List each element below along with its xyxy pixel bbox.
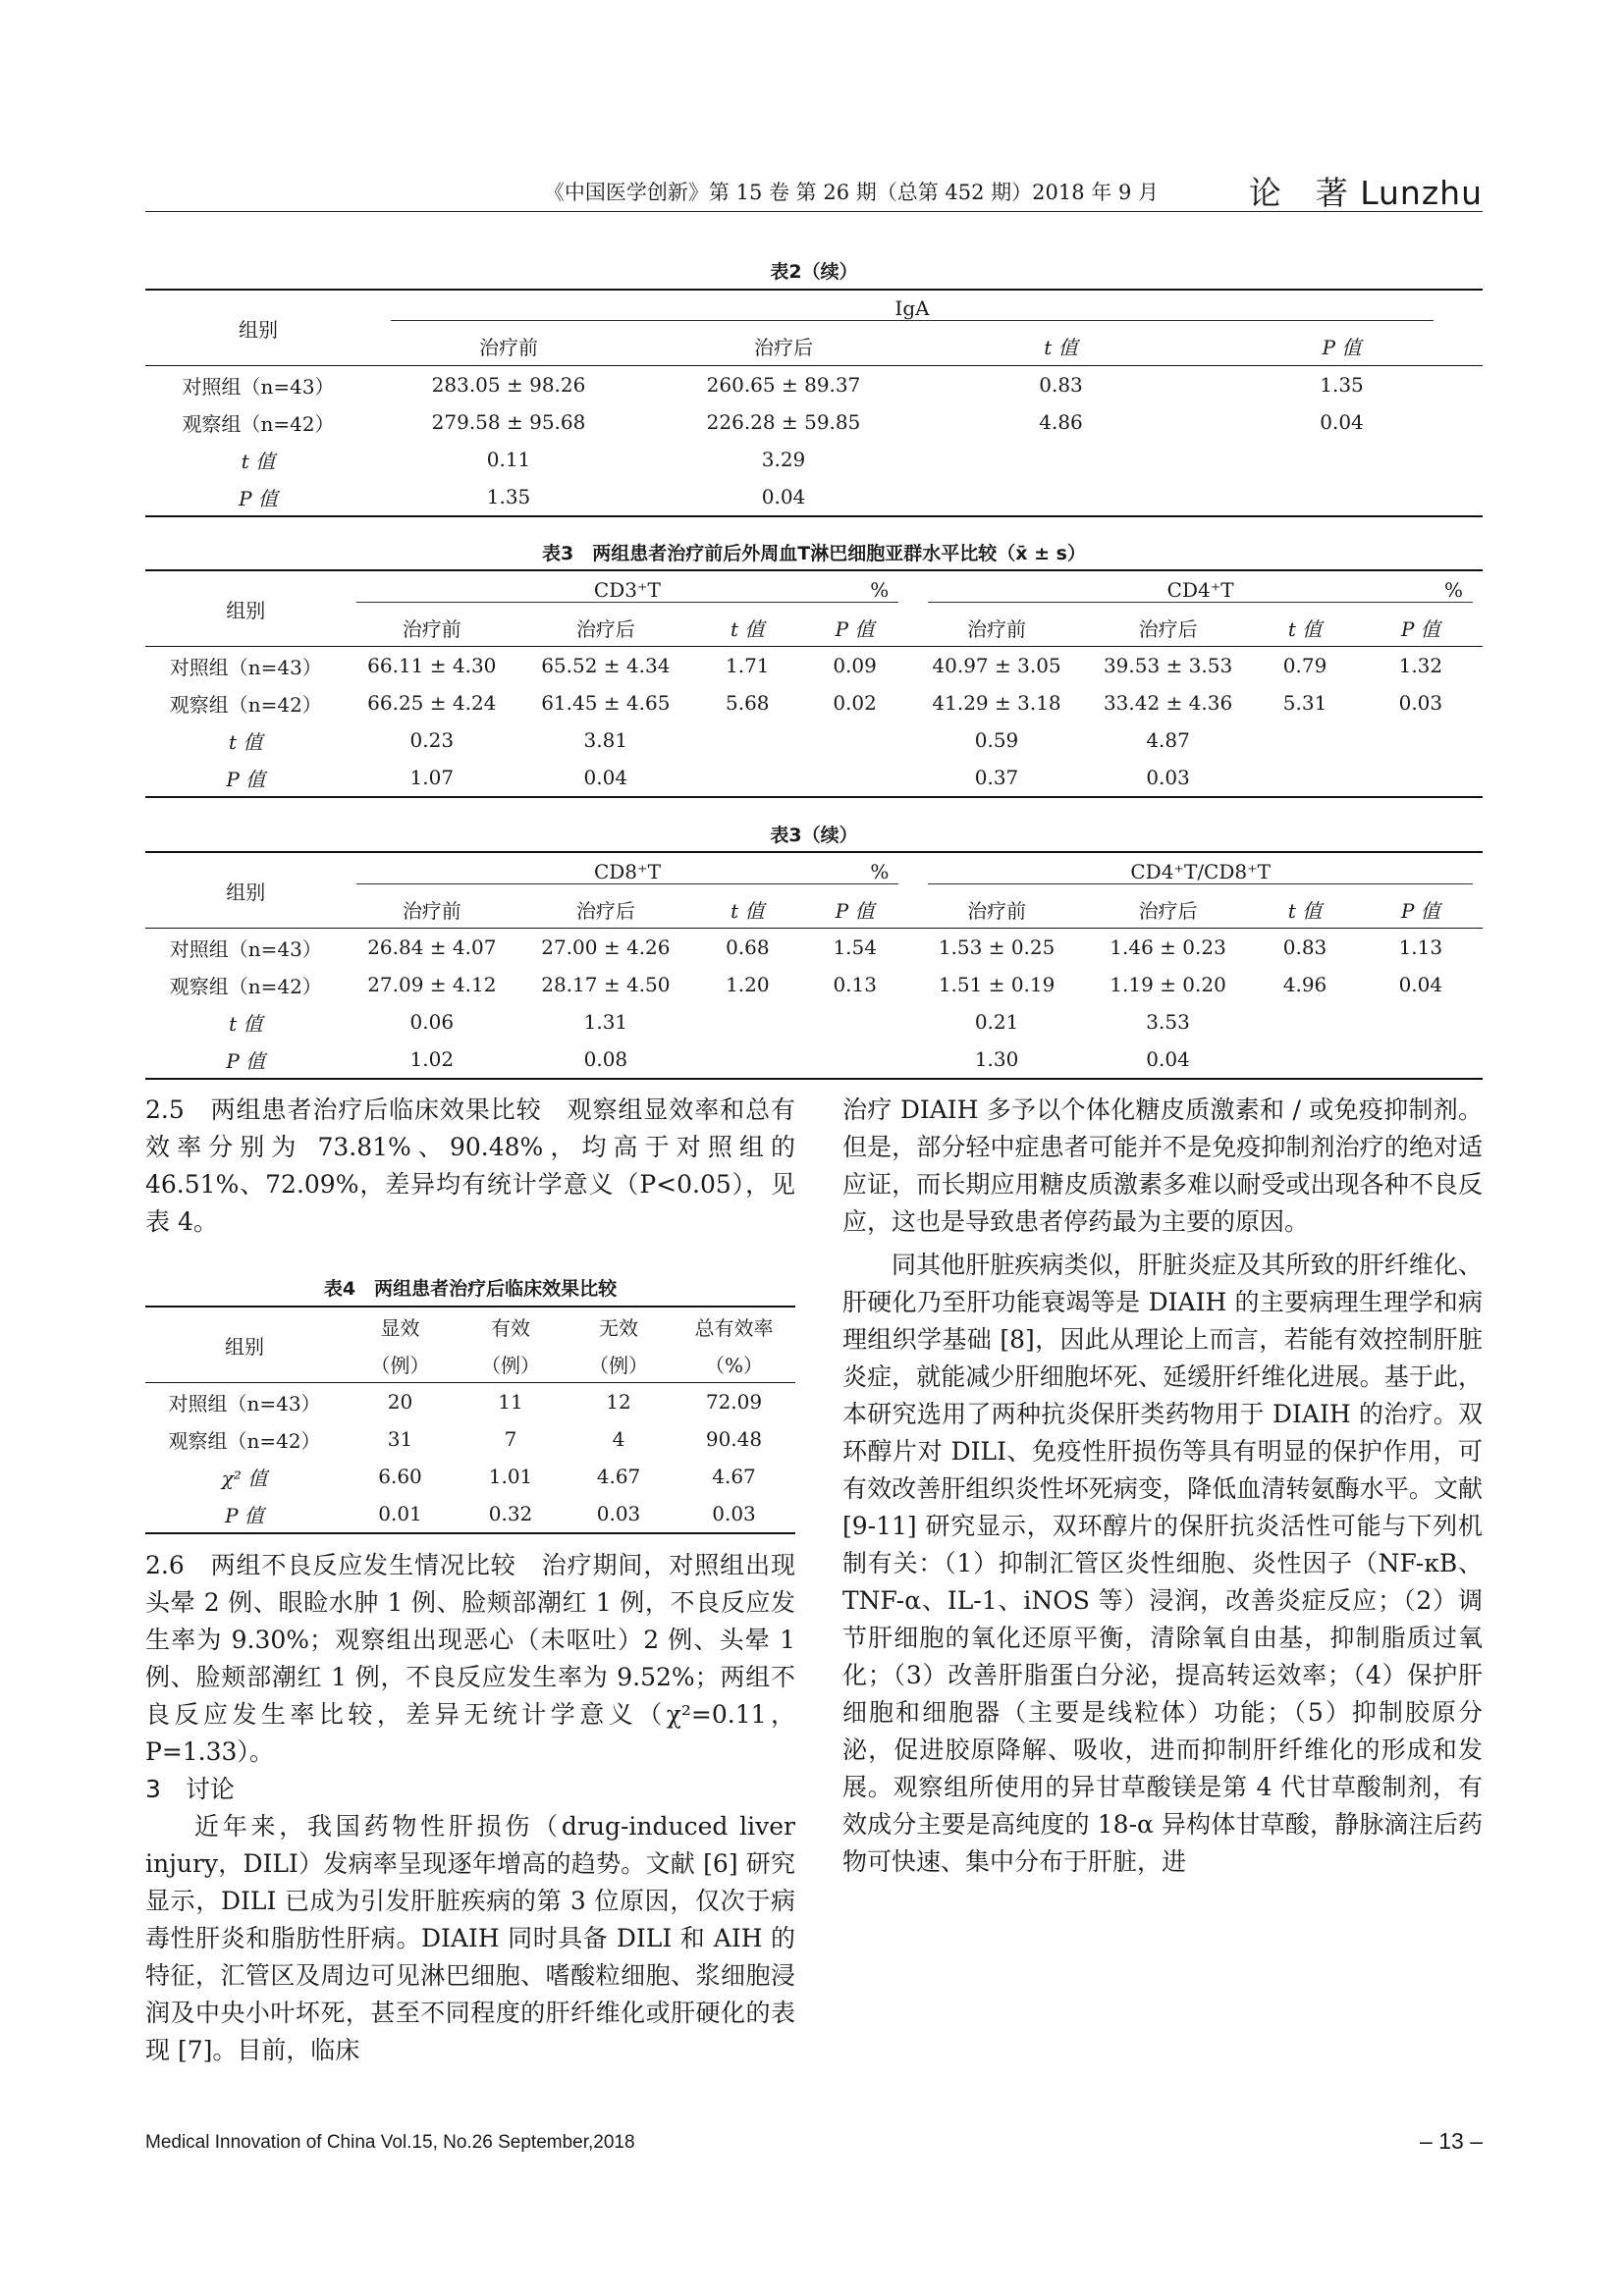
table-cell: 65.52 ± 4.34 xyxy=(541,654,671,677)
table2c-row xyxy=(145,366,1483,404)
table-cell: 1.07 xyxy=(409,766,455,789)
table4-row xyxy=(145,1458,795,1495)
right-paragraph-1: 治疗 DIAIH 多予以个体化糖皮质激素和 / 或免疫抑制剂。但是，部分轻中症患者可能并不是免疫抑制剂治疗的绝对适应证，而长期应用糖皮质激素多难以耐受或出现各种不良反应，这也是导致患者停药最为主要的原因。 xyxy=(842,1095,1483,1236)
row-label: χ² 值 xyxy=(221,1466,268,1490)
table-cell xyxy=(1359,1003,1483,1041)
table-cell: 1.01 xyxy=(488,1465,533,1488)
table-cell: 26.84 ± 4.07 xyxy=(367,935,497,959)
section-3-heading: 3 讨论 xyxy=(145,1775,235,1803)
table4-col-unit: （例） xyxy=(370,1353,430,1377)
table-cell: 7 xyxy=(504,1427,517,1451)
section-2-5: 2.5 两组患者治疗后临床效果比较 观察组显效率和总有效率分别为 73.81%、90.48%，均高于对照组的 46.51%、72.09%，差异均有统计学意义（P<0.05），见表 4。 xyxy=(145,1095,795,1236)
table-cell: 0.59 xyxy=(974,728,1019,752)
table3c-col: P 值 xyxy=(835,898,875,923)
table3-col: t 值 xyxy=(1287,616,1323,641)
table-cell: 41.29 ± 3.18 xyxy=(932,691,1061,715)
table-cell: 27.09 ± 4.12 xyxy=(367,973,497,996)
table-cell: 0.83 xyxy=(1039,373,1083,397)
row-label: P 值 xyxy=(239,486,278,510)
table3c-row xyxy=(145,966,1483,1003)
table-cell: 0.01 xyxy=(378,1502,422,1525)
table-cell xyxy=(1251,721,1358,759)
table-cell xyxy=(801,759,908,797)
table-cell: 12 xyxy=(606,1390,631,1414)
row-label: P 值 xyxy=(226,767,266,791)
table-cell: 1.31 xyxy=(583,1010,628,1034)
table-cell: 0.03 xyxy=(712,1502,756,1525)
table-cell: 0.03 xyxy=(1146,766,1190,789)
table-cell xyxy=(1201,441,1483,478)
table-cell: 1.30 xyxy=(974,1047,1019,1071)
table3-pct: % xyxy=(870,577,890,602)
section-2-6: 2.6 两组不良反应发生情况比较 治疗期间，对照组出现头晕 2 例、眼睑水肿 1 例、脸颊部潮红 1 例，不良反应发生率为 9.30%；观察组出现恶心（未呕吐）2 例、头晕 1 例、脸颊部潮红 1 例，不良反应发生率为 9.52%；两组不良反应发生率比较，差异无统计学意义（χ²=0.11，P=1.33）。 xyxy=(145,1551,795,1766)
page-header xyxy=(145,157,1483,216)
table3-row xyxy=(145,647,1483,685)
table-cell: 4.67 xyxy=(596,1465,641,1488)
row-label: 对照组（n=43） xyxy=(169,655,322,679)
table2c-col: 治疗后 xyxy=(754,335,813,359)
table-cell: 11 xyxy=(498,1390,523,1414)
table3-span1: CD3⁺T xyxy=(593,577,661,602)
table-cell: 1.46 ± 0.23 xyxy=(1110,935,1226,959)
table-cell: 0.03 xyxy=(596,1502,641,1525)
table3-row xyxy=(145,684,1483,721)
table4-caption: 表4 两组患者治疗后临床效果比较 xyxy=(323,1278,618,1300)
row-label: P 值 xyxy=(226,1048,266,1073)
table-cell: 1.13 xyxy=(1398,935,1443,959)
table3c-col: 治疗后 xyxy=(1138,898,1198,923)
table-cell xyxy=(801,1003,908,1041)
table4-col-unit: （例） xyxy=(481,1353,540,1377)
table-cell: 5.31 xyxy=(1282,691,1327,715)
row-label: P 值 xyxy=(225,1503,264,1527)
table-cell: 0.03 xyxy=(1398,691,1443,715)
table-cell: 4.96 xyxy=(1282,973,1327,996)
table2c-caption: 表2（续） xyxy=(770,261,858,283)
table-cell: 0.08 xyxy=(583,1047,628,1071)
table3 xyxy=(145,569,1483,798)
row-label: 对照组（n=43） xyxy=(168,1391,321,1415)
table-cell: 39.53 ± 3.53 xyxy=(1103,654,1233,677)
table4-header-group: 组别 xyxy=(225,1334,264,1359)
left-column-bottom xyxy=(145,1547,795,2069)
table3-col: P 值 xyxy=(835,616,875,641)
table-cell xyxy=(694,721,801,759)
table4-col: 总有效率 xyxy=(694,1315,774,1340)
journal-citation: 《中国医学创新》第 15 卷 第 26 期（总第 452 期）2018 年 9 月 xyxy=(543,181,1159,204)
table3c-col: 治疗前 xyxy=(967,898,1027,923)
table-cell: 4.86 xyxy=(1039,410,1083,434)
table4-col-unit: （%） xyxy=(704,1353,763,1377)
table3c-col: 治疗前 xyxy=(402,898,461,923)
discussion-paragraph: 近年来，我国药物性肝损伤（drug-induced liver injury，DILI）发病率呈现逐年增高的趋势。文献 [6] 研究显示，DILI 已成为引发肝脏疾病的第 3 位原因，仅次于病毒性肝炎和脂肪性肝病。DIAIH 同时具备 DILI 和 AIH 的特征，汇管区及周边可见淋巴细胞、嗜酸粒细胞、浆细胞浸润及中央小叶坏死，甚至不同程度的肝纤维化或肝硬化的表现 [7]。目前，临床 xyxy=(145,1812,795,2064)
table-cell: 0.02 xyxy=(833,691,877,715)
right-column xyxy=(842,1092,1483,1881)
row-label: 对照组（n=43） xyxy=(182,374,335,399)
table-cell: 1.71 xyxy=(725,654,770,677)
table-cell xyxy=(1359,721,1483,759)
left-column-top xyxy=(145,1092,795,1241)
table4 xyxy=(145,1306,795,1534)
table2c-row xyxy=(145,403,1483,441)
table3c-col: 治疗后 xyxy=(575,898,635,923)
table3-row xyxy=(145,759,1483,797)
table2c-row xyxy=(145,441,1483,478)
table-cell xyxy=(694,759,801,797)
row-label: 对照组（n=43） xyxy=(169,936,322,961)
table-cell xyxy=(801,1041,908,1079)
table4-col: 有效 xyxy=(491,1315,530,1340)
table-cell: 3.29 xyxy=(761,448,806,471)
table-cell: 0.06 xyxy=(409,1010,455,1034)
table-cell: 0.04 xyxy=(1320,410,1364,434)
table3c-span2: CD4⁺T/CD8⁺T xyxy=(1130,859,1272,883)
table-cell: 0.83 xyxy=(1282,935,1327,959)
table-cell xyxy=(694,1041,801,1079)
table3-col: t 值 xyxy=(731,616,765,641)
row-label: 观察组（n=42） xyxy=(169,692,322,717)
table-cell: 0.11 xyxy=(486,448,531,471)
table3c-caption: 表3（续） xyxy=(770,825,858,846)
table3-caption: 表3 两组患者治疗前后外周血T淋巴细胞亚群水平比较（x̄ ± s） xyxy=(542,543,1086,564)
table-cell: 1.19 ± 0.20 xyxy=(1110,973,1226,996)
table-cell xyxy=(1251,759,1358,797)
table-cell: 20 xyxy=(387,1390,413,1414)
table2c-span: IgA xyxy=(391,296,1434,321)
table-cell: 1.02 xyxy=(409,1047,455,1071)
table-cell: 27.00 ± 4.26 xyxy=(541,935,671,959)
table-cell: 0.04 xyxy=(1398,973,1443,996)
table3-header-group: 组别 xyxy=(226,598,266,622)
table-cell: 1.20 xyxy=(726,973,770,996)
table-cell: 28.17 ± 4.50 xyxy=(541,973,671,996)
row-label: t 值 xyxy=(229,729,263,754)
row-label: t 值 xyxy=(241,449,276,473)
table-cell xyxy=(921,441,1201,478)
row-label: 观察组（n=42） xyxy=(168,1428,321,1453)
table2c-header-group: 组别 xyxy=(239,317,278,342)
table-cell: 31 xyxy=(387,1427,413,1451)
table2c-col: P 值 xyxy=(1322,335,1362,359)
table-cell xyxy=(801,721,908,759)
row-label: 观察组（n=42） xyxy=(169,974,322,998)
table-cell: 4.87 xyxy=(1146,728,1190,752)
right-paragraph-2: 同其他肝脏疾病类似，肝脏炎症及其所致的肝纤维化、肝硬化乃至肝功能衰竭等是 DIAIH 的主要病理生理学和病理组织学基础 [8]，因此从理论上而言，若能有效控制肝脏炎症，就能减少肝细胞坏死、延缓肝纤维化进展。基于此，本研究选用了两种抗炎保肝类药物用于 DIAIH 的治疗。双环醇片对 DILI、免疫性肝损伤等具有明显的保护作用，可有效改善肝组织炎性坏死病变，降低血清转氨酶水平。文献 [9-11] 研究显示，双环醇片的保肝抗炎活性可能与下列机制有关：（1）抑制汇管区炎性细胞、炎性因子（NF-κB、TNF-α、IL-1、iNOS 等）浸润，改善炎症反应；（2）调节肝细胞的氧化还原平衡，清除氧自由基，抑制脂质过氧化；（3）改善肝脂蛋白分泌，提高转运效率；（4）保护肝细胞和细胞器（主要是线粒体）功能；（5）抑制胶原分泌，促进胶原降解、吸收，进而抑制肝纤维化的形成和发展。观察组所使用的异甘草酸镁是第 4 代甘草酸制剂，有效成分主要是高纯度的 18-α 异构体甘草酸，静脉滴注后药物可快速、集中分布于肝脏，进 xyxy=(842,1251,1483,1876)
table3-col: 治疗前 xyxy=(402,616,461,641)
table-cell: 33.42 ± 4.36 xyxy=(1103,691,1233,715)
table-cell: 0.68 xyxy=(726,935,770,959)
table3c-row xyxy=(145,929,1483,967)
table3c-span1: CD8⁺T xyxy=(593,859,661,883)
table-cell: 283.05 ± 98.26 xyxy=(431,373,586,397)
table-cell: 0.21 xyxy=(974,1010,1019,1034)
table-cell xyxy=(1359,759,1483,797)
table3c-col: P 值 xyxy=(1400,898,1440,923)
table3c-row xyxy=(145,1003,1483,1041)
table-cell: 279.58 ± 95.68 xyxy=(431,410,586,434)
table-cell: 3.81 xyxy=(583,728,628,752)
row-label: t 值 xyxy=(229,1011,263,1036)
table-cell: 0.09 xyxy=(833,654,877,677)
table-cell: 5.68 xyxy=(725,691,770,715)
table-cell: 72.09 xyxy=(705,1390,763,1414)
table-cell: 0.79 xyxy=(1282,654,1327,677)
table-cell: 1.35 xyxy=(1320,373,1364,397)
table-cell: 0.23 xyxy=(409,728,455,752)
header-rule xyxy=(145,211,1483,212)
table-cell: 66.25 ± 4.24 xyxy=(367,691,497,715)
table-cell: 0.04 xyxy=(761,485,806,508)
table3-pct: % xyxy=(1443,577,1463,602)
table-cell: 0.13 xyxy=(833,973,877,996)
table-cell: 226.28 ± 59.85 xyxy=(706,410,861,434)
table-cell: 4 xyxy=(612,1427,625,1451)
table-cell: 3.53 xyxy=(1146,1010,1190,1034)
table3-col: P 值 xyxy=(1400,616,1440,641)
table4-col-unit: （例） xyxy=(589,1353,648,1377)
table-cell: 4.67 xyxy=(712,1465,756,1488)
table-cell: 1.53 ± 0.25 xyxy=(938,935,1056,959)
table-cell: 90.48 xyxy=(705,1427,763,1451)
table3-col: 治疗前 xyxy=(967,616,1027,641)
table-cell xyxy=(1359,1041,1483,1079)
table3c-row xyxy=(145,1041,1483,1079)
table2c-row xyxy=(145,478,1483,516)
table-cell xyxy=(694,1003,801,1041)
table4-row xyxy=(145,1495,795,1533)
table2c-col: t 值 xyxy=(1044,335,1078,359)
table-cell: 1.35 xyxy=(486,485,531,508)
table-cell xyxy=(1251,1041,1358,1079)
table3c xyxy=(145,851,1483,1080)
table3-col: 治疗后 xyxy=(575,616,635,641)
table4-col: 显效 xyxy=(380,1315,420,1340)
table-cell: 40.97 ± 3.05 xyxy=(932,654,1061,677)
table3-span2: CD4⁺T xyxy=(1166,577,1234,602)
table2c xyxy=(145,289,1483,517)
row-label: 观察组（n=42） xyxy=(182,411,335,436)
table-cell: 0.04 xyxy=(583,766,628,789)
table3-row xyxy=(145,721,1483,759)
table-cell xyxy=(1201,478,1483,516)
table-cell: 66.11 ± 4.30 xyxy=(367,654,497,677)
table2c-col: 治疗前 xyxy=(479,335,538,359)
table-cell: 0.37 xyxy=(974,766,1019,789)
table3c-header-group: 组别 xyxy=(226,880,266,904)
page-number: – 13 – xyxy=(1420,2128,1483,2154)
table3-col: 治疗后 xyxy=(1138,616,1198,641)
table-cell: 0.32 xyxy=(488,1502,533,1525)
table-cell: 1.54 xyxy=(833,935,877,959)
table4-col: 无效 xyxy=(599,1315,638,1340)
table4-row xyxy=(145,1420,795,1458)
footer-citation: Medical Innovation of China Vol.15, No.26 September,2018 xyxy=(145,2132,635,2153)
table-cell: 61.45 ± 4.65 xyxy=(541,691,671,715)
table-cell xyxy=(1251,1003,1358,1041)
table-cell: 260.65 ± 89.37 xyxy=(706,373,861,397)
table3c-pct: % xyxy=(870,859,890,883)
table3c-col: t 值 xyxy=(731,898,765,923)
table-cell: 1.32 xyxy=(1398,654,1443,677)
table3c-col: t 值 xyxy=(1287,898,1323,923)
table-cell xyxy=(921,478,1201,516)
table4-row xyxy=(145,1383,795,1421)
section-label: 论 著 Lunzhu xyxy=(1248,174,1483,212)
table-cell: 1.51 ± 0.19 xyxy=(938,973,1056,996)
table-cell: 6.60 xyxy=(378,1465,422,1488)
table-cell: 0.04 xyxy=(1146,1047,1190,1071)
